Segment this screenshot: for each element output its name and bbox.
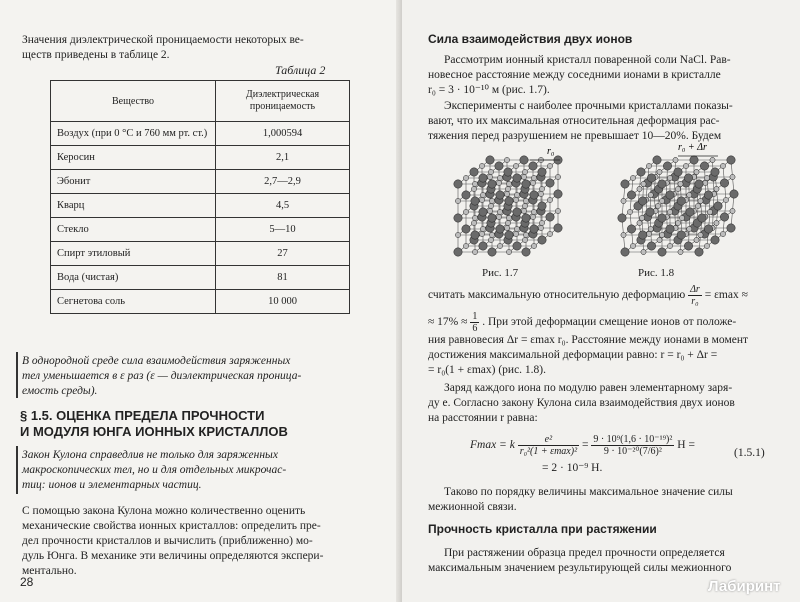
sodium-ion (547, 163, 552, 168)
sodium-ion (523, 198, 528, 203)
chlorine-ion (618, 214, 626, 222)
sodium-ion (627, 209, 632, 214)
body-line: ментально. (22, 565, 77, 577)
table-header-row (51, 81, 350, 122)
sodium-ion (687, 226, 692, 231)
sodium-ion (714, 220, 719, 225)
para-line: достижения максимальной деформации равно: r = r₀ + Δr = (428, 349, 718, 361)
chlorine-ion (698, 214, 706, 222)
chlorine-ion (538, 236, 546, 244)
formula-unit: Н = (677, 439, 695, 451)
table-row (51, 122, 350, 146)
sodium-ion (687, 192, 692, 197)
chlorine-ion (686, 208, 694, 216)
chlorine-ion (513, 242, 521, 250)
chlorine-ion (530, 191, 538, 199)
sodium-ion (463, 209, 468, 214)
permittivity-table (50, 80, 350, 314)
sodium-ion (730, 174, 735, 179)
sodium-ion (514, 192, 519, 197)
sodium-ion (521, 208, 526, 213)
sodium-ion (504, 191, 509, 196)
table-cell-substance: Вода (чистая) (51, 266, 216, 290)
chlorine-ion (704, 225, 712, 233)
chlorine-ion (711, 168, 719, 176)
para-line: Заряд каждого иона по модулю равен элементарному заря- (444, 382, 733, 394)
sodium-ion (703, 180, 708, 185)
table-caption: Таблица 2 (275, 63, 326, 77)
figure-1-8-lattice (618, 156, 738, 256)
chlorine-ion (647, 242, 655, 250)
labirint-watermark: Лабиринт (708, 578, 781, 595)
chlorine-ion (529, 162, 537, 170)
para-line: r₀ = 3 · 10⁻¹⁰ м (рис. 1.7). (428, 84, 550, 96)
chlorine-ion (546, 179, 554, 187)
law-line: макроскопических тел, но и для отдельных микрочас- (22, 464, 287, 476)
sodium-ion (538, 191, 543, 196)
chlorine-ion (454, 180, 462, 188)
sodium-ion (667, 243, 672, 248)
chlorine-ion (495, 162, 503, 170)
fraction-dr-r0 (688, 284, 702, 307)
chlorine-ion (496, 225, 504, 233)
para-line: Эксперименты с наиболее прочными кристаллами показы- (444, 100, 733, 112)
sodium-ion (496, 214, 501, 219)
crystal-figures (442, 140, 792, 275)
section-title: § 1.5. ОЦЕНКА ПРЕДЕЛА ПРОЧНОСТИ (20, 408, 265, 423)
chlorine-ion (704, 191, 712, 199)
table-cell-substance: Стекло (51, 218, 216, 242)
chlorine-ion (637, 168, 645, 176)
sodium-ion (678, 249, 683, 254)
sodium-ion (659, 232, 664, 237)
chlorine-ion (695, 248, 703, 256)
page-number: 28 (20, 575, 34, 589)
sodium-ion (488, 203, 493, 208)
sodium-ion (506, 181, 511, 186)
sodium-ion (704, 175, 709, 180)
law-bar (16, 446, 18, 494)
sodium-ion (683, 163, 688, 168)
sodium-ion (504, 225, 509, 230)
sodium-ion (497, 209, 502, 214)
sodium-ion (480, 192, 485, 197)
sodium-ion (489, 232, 494, 237)
sodium-ion (695, 203, 700, 208)
sodium-ion (637, 186, 642, 191)
chlorine-ion (695, 180, 703, 188)
sodium-ion (639, 215, 644, 220)
sodium-ion (530, 214, 535, 219)
table-cell-substance: Кварц (51, 194, 216, 218)
chlorine-ion (454, 248, 462, 256)
chlorine-ion (454, 214, 462, 222)
body-line: дел прочности кристаллов и вычислить (приближенно) мо- (22, 535, 313, 547)
chlorine-ion (488, 214, 496, 222)
sodium-ion (513, 231, 518, 236)
sodium-ion (504, 157, 509, 162)
fraction-denominator: 6 (472, 323, 478, 334)
chlorine-ion (658, 214, 666, 222)
note-bar (16, 352, 18, 398)
chlorine-ion (470, 168, 478, 176)
sodium-ion (707, 209, 712, 214)
chlorine-ion (639, 197, 647, 205)
sodium-ion (694, 237, 699, 242)
para-line (428, 311, 736, 334)
sodium-ion (648, 226, 653, 231)
fraction-denominator: r₀²(1 + εmax)² (519, 445, 578, 457)
chlorine-ion (520, 156, 528, 164)
sodium-ion (531, 175, 536, 180)
sodium-ion (523, 232, 528, 237)
fig8-caption: Рис. 1.8 (638, 267, 675, 279)
heading-ion-force: Сила взаимодействия двух ионов (428, 32, 633, 46)
heading-crystal-strength: Прочность кристалла при растяжении (428, 522, 657, 536)
sodium-ion (506, 249, 511, 254)
sodium-ion (714, 186, 719, 191)
sodium-ion (641, 181, 646, 186)
fig7-r0-label: r₀ (547, 146, 555, 157)
figure-1-7-lattice (454, 156, 562, 256)
chlorine-ion (471, 197, 479, 205)
table-row (51, 266, 350, 290)
table-row (51, 290, 350, 314)
sodium-ion (522, 203, 527, 208)
sodium-ion (513, 197, 518, 202)
sodium-ion (641, 249, 646, 254)
body-line: С помощью закона Кулона можно количественно оценить (22, 505, 306, 517)
chlorine-ion (513, 208, 521, 216)
law-line: тиц: ионов и элементарных частиц. (22, 479, 202, 491)
chlorine-ion (554, 190, 562, 198)
para-line: межионной связи. (428, 501, 517, 513)
chlorine-ion (666, 225, 674, 233)
chlorine-ion (663, 162, 671, 170)
fraction-one-sixth (470, 311, 479, 334)
chlorine-ion (700, 162, 708, 170)
note-line: емость среды). (22, 385, 98, 397)
para-line: = r₀(1 + εmax) (рис. 1.8). (428, 364, 547, 376)
table-row (51, 242, 350, 266)
chlorine-ion (658, 180, 666, 188)
sodium-ion (488, 237, 493, 242)
sodium-ion (657, 169, 662, 174)
sodium-ion (530, 180, 535, 185)
chlorine-ion (462, 225, 470, 233)
sodium-ion (489, 198, 494, 203)
chlorine-ion (727, 224, 735, 232)
para-text: . При этой деформации смещение ионов от положе- (482, 316, 737, 329)
para-line: Рассмотрим ионный кристалл поваренной соли NaCl. Рав- (444, 54, 731, 66)
sodium-ion (522, 237, 527, 242)
fig8-r0dr-label: r₀ + Δr (678, 142, 707, 153)
formula-fraction-2 (591, 434, 674, 457)
chlorine-ion (730, 190, 738, 198)
chlorine-ion (505, 197, 513, 205)
sodium-ion (479, 231, 484, 236)
sodium-ion (472, 249, 477, 254)
chlorine-ion (677, 197, 685, 205)
chlorine-ion (720, 179, 728, 187)
table-cell-value: 10 000 (216, 290, 350, 314)
chlorine-ion (720, 213, 728, 221)
sodium-ion (646, 231, 651, 236)
para-line: При растяжении образца предел прочности определяется (444, 547, 725, 559)
sodium-ion (730, 208, 735, 213)
table-cell-value: 2,1 (216, 146, 350, 170)
fraction-denominator: 9 · 10⁻²⁰(7/6)² (603, 445, 662, 457)
sodium-ion (679, 215, 684, 220)
chlorine-ion (479, 208, 487, 216)
chlorine-ion (486, 156, 494, 164)
sodium-ion (675, 220, 680, 225)
sodium-ion (673, 157, 678, 162)
sodium-ion (698, 198, 703, 203)
sodium-ion (630, 243, 635, 248)
sodium-ion (675, 186, 680, 191)
sodium-ion (555, 174, 560, 179)
right-page (402, 0, 800, 602)
sodium-ion (521, 174, 526, 179)
table-row (51, 170, 350, 194)
sodium-ion (539, 220, 544, 225)
sodium-ion (531, 209, 536, 214)
sodium-ion (472, 181, 477, 186)
table-cell-substance: Керосин (51, 146, 216, 170)
sodium-ion (667, 175, 672, 180)
sodium-ion (471, 186, 476, 191)
para-text: считать максимальную относительную деформацию (428, 289, 686, 302)
sodium-ion (555, 208, 560, 213)
table-header-permittivity: Диэлектрическая проницаемость (216, 81, 350, 122)
chlorine-ion (471, 231, 479, 239)
chlorine-ion (479, 174, 487, 182)
table-cell-substance: Спирт этиловый (51, 242, 216, 266)
chlorine-ion (621, 248, 629, 256)
fraction-denominator: r₀ (691, 296, 699, 307)
chlorine-ion (690, 156, 698, 164)
table-cell-value: 81 (216, 266, 350, 290)
sodium-ion (472, 215, 477, 220)
chlorine-ion (714, 202, 722, 210)
intro-line: Значения диэлектрической проницаемости некоторых ве- (22, 34, 304, 46)
sodium-ion (538, 225, 543, 230)
chlorine-ion (488, 248, 496, 256)
sodium-ion (531, 243, 536, 248)
formula-result: = 2 · 10⁻⁹ Н. (542, 462, 603, 474)
para-line: ния равновесия Δr = εmax r₀. Расстояние между ионами в момент (428, 334, 749, 346)
formula-number: (1.5.1) (734, 447, 765, 459)
sodium-ion (547, 231, 552, 236)
chlorine-ion (538, 202, 546, 210)
section-title: И МОДУЛЯ ЮНГА ИОННЫХ КРИСТАЛЛОВ (20, 424, 288, 439)
sodium-ion (505, 220, 510, 225)
sodium-ion (648, 192, 653, 197)
sodium-ion (455, 232, 460, 237)
chlorine-ion (505, 231, 513, 239)
table-header-substance: Вещество (51, 81, 216, 122)
sodium-ion (471, 220, 476, 225)
sodium-ion (497, 243, 502, 248)
body-line: дуль Юнга. В механике эти величины определяются экспери- (22, 550, 324, 562)
para-line (428, 284, 748, 307)
sodium-ion (497, 175, 502, 180)
para-line: Таково по порядку величины максимальное значение силы (444, 486, 733, 498)
chlorine-ion (546, 213, 554, 221)
sodium-ion (480, 226, 485, 231)
formula-lhs: Fmax = k (470, 439, 515, 451)
table-row (51, 218, 350, 242)
para-line: максимальным значением результирующей силы межионного (428, 562, 732, 574)
chlorine-ion (479, 242, 487, 250)
para-text: = εmax ≈ (704, 289, 748, 302)
sodium-ion (720, 163, 725, 168)
sodium-ion (539, 186, 544, 191)
sodium-ion (655, 203, 660, 208)
sodium-ion (463, 243, 468, 248)
sodium-ion (723, 197, 728, 202)
sodium-ion (463, 175, 468, 180)
sodium-ion (488, 169, 493, 174)
table-row (51, 194, 350, 218)
sodium-ion (637, 220, 642, 225)
sodium-ion (505, 186, 510, 191)
para-text: ≈ 17% ≈ (428, 316, 468, 329)
chlorine-ion (658, 248, 666, 256)
sodium-ion (514, 226, 519, 231)
sodium-ion (694, 169, 699, 174)
table-cell-value: 27 (216, 242, 350, 266)
intro-line: ществ приведены в таблице 2. (22, 49, 170, 61)
sodium-ion (667, 209, 672, 214)
sodium-ion (522, 169, 527, 174)
sodium-ion (698, 232, 703, 237)
sodium-ion (720, 231, 725, 236)
chlorine-ion (627, 191, 635, 199)
chlorine-ion (674, 168, 682, 176)
chlorine-ion (504, 168, 512, 176)
chlorine-ion (627, 225, 635, 233)
chlorine-ion (496, 191, 504, 199)
table-cell-value: 1,000594 (216, 122, 350, 146)
chlorine-ion (538, 168, 546, 176)
chlorine-ion (522, 248, 530, 256)
sodium-ion (479, 197, 484, 202)
sodium-ion (455, 198, 460, 203)
formula-equals: = (581, 439, 589, 451)
chlorine-ion (462, 191, 470, 199)
table-cell-value: 4,5 (216, 194, 350, 218)
chlorine-ion (522, 180, 530, 188)
chlorine-ion (653, 156, 661, 164)
sodium-ion (621, 198, 626, 203)
sodium-ion (506, 215, 511, 220)
sodium-ion (621, 232, 626, 237)
sodium-ion (487, 174, 492, 179)
chlorine-ion (646, 208, 654, 216)
fraction-numerator: 9 · 10⁹(1,6 · 10⁻¹⁹)² (593, 433, 673, 445)
fraction-numerator: Δr (690, 284, 700, 295)
coulomb-formula (470, 430, 695, 460)
sodium-ion (630, 175, 635, 180)
chlorine-ion (621, 180, 629, 188)
para-line: вают, что их максимальная относительная деформация рас- (428, 115, 720, 127)
note-line: тел уменьшается в ε раз (ε — диэлектрическая проница- (22, 370, 302, 382)
chlorine-ion (727, 156, 735, 164)
sodium-ion (479, 163, 484, 168)
sodium-ion (547, 197, 552, 202)
fraction-numerator: e² (518, 434, 579, 446)
chlorine-ion (554, 224, 562, 232)
fraction-numerator: 1 (472, 311, 478, 322)
formula-fraction-1 (518, 434, 579, 457)
sodium-ion (513, 163, 518, 168)
table-cell-substance: Эбонит (51, 170, 216, 194)
chlorine-ion (677, 231, 685, 239)
sodium-ion (678, 181, 683, 186)
sodium-ion (496, 180, 501, 185)
chlorine-ion (530, 225, 538, 233)
body-line: механические свойства ионных кристаллов: определить пре- (22, 520, 321, 532)
para-line: новесное расстояние между соседними ионами в кристалле (428, 69, 721, 81)
table-cell-substance: Воздух (при 0 °С и 760 мм рт. ст.) (51, 122, 216, 146)
chlorine-ion (639, 231, 647, 239)
sodium-ion (710, 157, 715, 162)
para-line: тяжения перед разрушением не превышает 10—20%. Будем (428, 130, 722, 142)
sodium-ion (646, 163, 651, 168)
chlorine-ion (647, 174, 655, 182)
chlorine-ion (666, 191, 674, 199)
sodium-ion (487, 208, 492, 213)
chlorine-ion (684, 174, 692, 182)
para-line: на расстоянии r равна: (428, 412, 538, 424)
note-line: В однородной среде сила взаимодействия заряженных (22, 355, 291, 367)
sodium-ion (659, 198, 664, 203)
chlorine-ion (522, 214, 530, 222)
table-cell-substance: Сегнетова соль (51, 290, 216, 314)
table-cell-value: 2,7—2,9 (216, 170, 350, 194)
table-cell-value: 5—10 (216, 218, 350, 242)
chlorine-ion (684, 242, 692, 250)
sodium-ion (704, 243, 709, 248)
chlorine-ion (513, 174, 521, 182)
table-row (51, 146, 350, 170)
fig7-caption: Рис. 1.7 (482, 267, 519, 279)
law-line: Закон Кулона справедлив не только для заряженных (22, 449, 278, 461)
chlorine-ion (488, 180, 496, 188)
para-line: ду e. Согласно закону Кулона сила взаимодействия двух ионов (428, 397, 735, 409)
sodium-ion (657, 237, 662, 242)
chlorine-ion (711, 236, 719, 244)
